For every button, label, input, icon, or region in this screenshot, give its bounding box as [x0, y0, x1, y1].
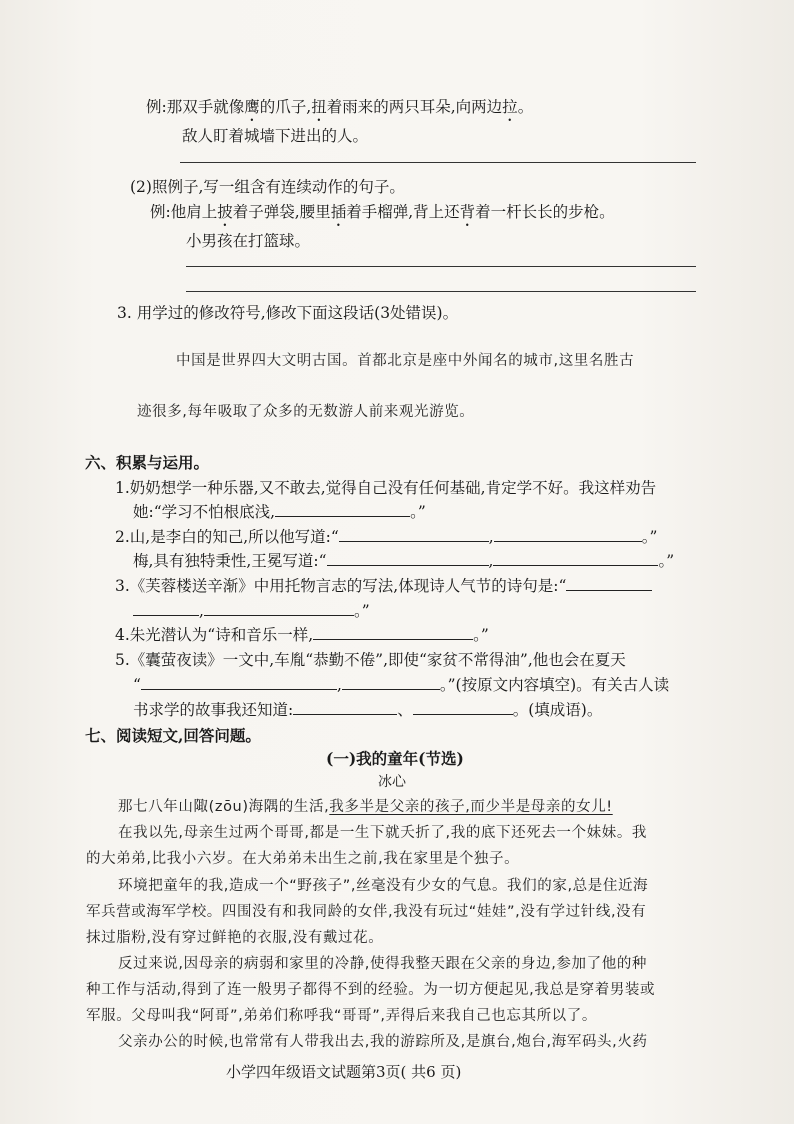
- fill-blank[interactable]: [293, 700, 397, 715]
- item-2-line-2: [133, 551, 674, 571]
- paragraph-1: [118, 797, 613, 817]
- emphasized-word: 插: [330, 203, 347, 221]
- prompt-text: 2.山,是李白的知己,所以他写道:“: [115, 528, 339, 546]
- fill-blank[interactable]: [275, 502, 410, 517]
- prompt-text: 梅,具有独特秉性,王冕写道:“: [133, 552, 327, 570]
- fill-blank[interactable]: [566, 576, 652, 591]
- answer-line[interactable]: [186, 291, 696, 292]
- fill-blank[interactable]: [133, 601, 199, 616]
- fill-blank[interactable]: [342, 675, 440, 690]
- prompt-text: 她:“学习不怕根底浅,: [133, 503, 276, 521]
- item-3-line-2: [133, 601, 370, 621]
- prompt-text: 书求学的故事我还知道:: [133, 701, 294, 719]
- section-6-heading: 六、积累与运用。: [85, 453, 210, 472]
- prompt-text: 、: [397, 701, 413, 719]
- paragraph-4-line-2: 种工作与活动,得到了连一般男子都得不到的经验。为一切方便起见,我总是穿着男装或: [86, 982, 656, 998]
- fill-blank[interactable]: [141, 675, 337, 690]
- item-5-line-2: [133, 675, 669, 695]
- paragraph-3-line-1: 环境把童年的我,造成一个“野孩子”,丝毫没有少女的气息。我们的家,总是住近海: [118, 878, 649, 894]
- prompt-text: ,: [199, 602, 204, 620]
- fill-blank[interactable]: [204, 601, 354, 616]
- fill-blank[interactable]: [494, 527, 642, 542]
- emphasized-word: 鹰: [244, 98, 260, 116]
- q2-part2-instruction: (2)照例子,写一组含有连续动作的句子。: [130, 178, 405, 196]
- prompt-text: “: [133, 676, 141, 694]
- item-1-line-1: 1.奶奶想学一种乐器,又不敢去,觉得自己没有任何基础,肯定学不好。我这样劝告: [115, 479, 657, 497]
- fill-blank[interactable]: [413, 700, 513, 715]
- prompt-text: 。”: [658, 552, 675, 570]
- example-text: 着雨来的两只耳朵,向两边: [326, 98, 503, 116]
- passage-line-2: 迹很多,每年吸取了众多的无数游人前来观光游览。: [137, 404, 475, 420]
- prompt-text: 。”: [473, 626, 489, 644]
- prompt-text: 。”: [641, 528, 658, 546]
- example-text: 的: [259, 98, 276, 116]
- example-text: ,: [306, 98, 312, 116]
- answer-line[interactable]: [180, 162, 696, 163]
- paragraph-2-line-2: 的大弟弟,比我小六岁。在大弟弟未出生之前,我在家里是个独子。: [86, 851, 520, 867]
- item-5-line-1: 5.《囊萤夜读》一文中,车胤“恭勤不倦”,即使“家贫不常得油”,他也会在夏天: [115, 651, 626, 669]
- paragraph-3-line-2: 军兵营或海军学校。四围没有和我同龄的女伴,我没有玩过“娃娃”,没有学过针线,没有: [86, 904, 647, 920]
- fill-blank[interactable]: [493, 551, 658, 566]
- prompt-text: ,: [488, 552, 494, 570]
- prompt-text: 4.朱光潜认为“诗和音乐一样,: [115, 626, 314, 644]
- answer-line[interactable]: [186, 266, 696, 267]
- example-text: 着子弹袋,腰里: [232, 203, 331, 221]
- article-author: 冰心: [378, 774, 406, 790]
- example-text: 着一杆长长的步枪。: [475, 203, 615, 221]
- paragraph-4-line-1: 反过来说,因母亲的病弱和家里的冷静,使得我整天跟在父亲的身边,参加了他的种: [118, 956, 648, 972]
- example-sentence-1: [146, 97, 533, 125]
- prompt-text: 。(填成语)。: [512, 701, 603, 719]
- example-text: 例:那双手就像: [146, 98, 245, 116]
- section-7-heading: 七、阅读短文,回答问题。: [85, 726, 261, 745]
- item-1-line-2: [133, 502, 426, 522]
- item-2-line-1: [115, 527, 657, 547]
- prompt-text: ,: [336, 676, 342, 694]
- underlined-sentence: 我多半是父亲的孩子,而少半是母亲的女儿!: [329, 799, 613, 815]
- example-sentence-2: [150, 202, 615, 230]
- example-text: 爪子: [275, 98, 307, 116]
- prompt-text: 。”: [410, 503, 426, 521]
- emphasized-word: 拉: [502, 98, 518, 116]
- prompt-text: ,: [488, 528, 494, 546]
- q3-instruction: 3. 用学过的修改符号,修改下面这段话(3处错误)。: [117, 304, 459, 322]
- paragraph-4-line-3: 军服。父母叫我“阿哥”,弟弟们称呼我“哥哥”,弄得后来我自己也忘其所以了。: [86, 1008, 597, 1024]
- page-footer: 小学四年级语文试题第3页( 共6 页): [226, 1063, 462, 1081]
- prompt-text: 。”(按原文内容填空)。有关古人读: [439, 676, 670, 694]
- article-title: (一)我的童年(节选): [326, 749, 464, 768]
- item-3-line-1: [115, 576, 652, 596]
- example-text: 。: [517, 98, 534, 116]
- passage-text: 那七八年山陬(zōu)海隅的生活,: [118, 799, 330, 815]
- paragraph-3-line-3: 抹过脂粉,没有穿过鲜艳的衣服,没有戴过花。: [86, 930, 384, 946]
- task-sentence-1: 敌人盯着城墙下进出的人。: [182, 127, 369, 145]
- fill-blank[interactable]: [339, 527, 489, 542]
- prompt-text: 3.《芙蓉楼送辛渐》中用托物言志的写法,体现诗人气节的诗句是:“: [115, 577, 567, 595]
- example-text: 例:他肩上: [150, 203, 218, 221]
- prompt-text: 。”: [353, 602, 370, 620]
- item-4: [115, 625, 489, 645]
- example-text: 着手榴弹,背上还: [346, 203, 460, 221]
- emphasized-word: 披: [217, 203, 233, 221]
- paragraph-2-line-1: 在我以先,母亲生过两个哥哥,都是一生下就夭折了,我的底下还死去一个妹妹。我: [118, 825, 648, 841]
- fill-blank[interactable]: [327, 551, 489, 566]
- item-5-line-3: [133, 700, 602, 720]
- paragraph-5-line-1: 父亲办公的时候,也常常有人带我出去,我的游踪所及,是旗台,炮台,海军码头,火药: [118, 1034, 648, 1050]
- passage-line-1: 中国是世界四大文明古国。首都北京是座中外闻名的城市,这里名胜古: [176, 353, 635, 369]
- emphasized-word: 背: [459, 203, 476, 221]
- fill-blank[interactable]: [313, 625, 473, 640]
- emphasized-word: 扭: [311, 98, 327, 116]
- task-sentence-2: 小男孩在打篮球。: [186, 232, 311, 250]
